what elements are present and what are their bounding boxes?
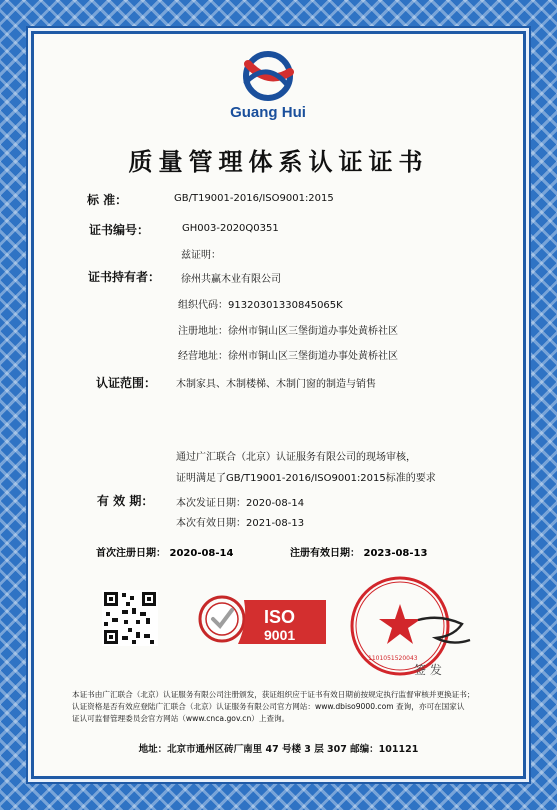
- address-line: 地址：北京市通州区砖厂南里 47 号楼 3 层 307 邮编：101121: [138, 744, 419, 755]
- first-registration-date: 首次注册日期： 2020-08-14: [96, 548, 234, 559]
- iso-number: 9001: [264, 627, 296, 643]
- scope-value: 木制家具、木制楼梯、木制门窗的制造与销售: [176, 379, 376, 390]
- official-seal: [350, 574, 482, 682]
- iso-text: ISO: [264, 607, 296, 627]
- hereby-text: 兹证明：: [181, 250, 221, 261]
- holder-name: 徐州共赢木业有限公司: [181, 274, 281, 285]
- reg-address: 注册地址：徐州市铜山区三堡街道办事处黄桥社区: [178, 326, 398, 337]
- statement-line-2: 证明满足了GB/T19001-2016/ISO9001:2015标准的要求: [176, 473, 436, 484]
- guanghui-logo-icon: [218, 46, 318, 106]
- validity-label: 有 效 期：: [97, 494, 154, 508]
- logo-name: Guang Hui: [230, 104, 306, 121]
- standard-value: GB/T19001-2016/ISO9001:2015: [174, 193, 334, 204]
- footer-line-1: 本证书由广汇联合（北京）认证服务有限公司注册颁发，获证组织应于证书有效日期前按规定执行监督审核并更换证书；: [72, 690, 475, 699]
- org-code: 组织代码：91320301330845065K: [178, 300, 343, 311]
- registration-valid-date: 注册有效日期： 2023-08-13: [290, 548, 428, 559]
- scope-label: 认证范围：: [96, 376, 157, 390]
- seal-issue-label: 签 发: [414, 663, 442, 677]
- qr-code-icon: [102, 590, 158, 646]
- certificate-title: 质量管理体系认证证书: [128, 148, 429, 176]
- issue-date: 本次发证日期：2020-08-14: [176, 498, 305, 509]
- footer-line-3: 证认可监督管理委员会官方网站（www.cnca.gov.cn）上查询。: [72, 714, 290, 723]
- footer-line-2: 认证资格是否有效应登陆广汇联合（北京）认证服务有限公司官方网站：www.dbiso9000.com 查询，亦可在国家认: [72, 702, 465, 711]
- footer-notes: [72, 689, 492, 725]
- statement-line-1: 通过广汇联合（北京）认证服务有限公司的现场审核，: [176, 452, 416, 463]
- biz-address: 经营地址：徐州市铜山区三堡街道办事处黄桥社区: [178, 351, 398, 362]
- company-logo: [218, 46, 318, 126]
- holder-label: 证书持有者：: [88, 270, 161, 284]
- iso-9001-badge: [198, 588, 330, 650]
- standard-label: 标 准：: [87, 193, 128, 207]
- cert-no-value: GH003-2020Q0351: [182, 223, 279, 234]
- seal-code: 1101051520043: [368, 655, 418, 662]
- expire-date: 本次有效日期：2021-08-13: [176, 518, 305, 529]
- cert-no-label: 证书编号：: [89, 223, 150, 237]
